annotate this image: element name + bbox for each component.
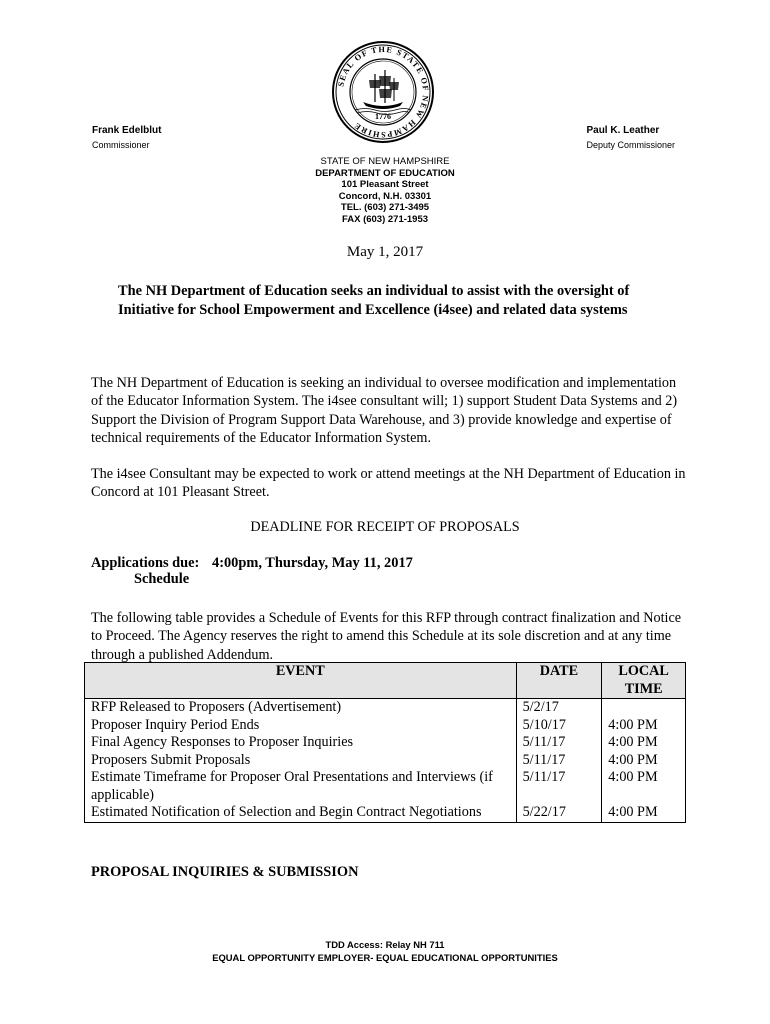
event-cell: Estimated Notification of Selection and Begin Contract Negotiations — [85, 804, 517, 822]
date-cell: 5/22/17 — [516, 804, 602, 822]
event-cell: Proposers Submit Proposals — [85, 752, 517, 770]
date-cell: 5/2/17 — [516, 699, 602, 717]
commissioner-block — [92, 124, 161, 152]
time-cell: 4:00 PM — [602, 769, 686, 804]
seal-year: 1776 — [375, 112, 391, 121]
address-state: STATE OF NEW HAMPSHIRE — [320, 156, 450, 167]
time-cell: 4:00 PM — [602, 717, 686, 735]
header-event: EVENT — [85, 663, 517, 699]
table-row — [85, 804, 686, 822]
time-cell: 4:00 PM — [602, 752, 686, 770]
deadline-title: DEADLINE FOR RECEIPT OF PROPOSALS — [250, 519, 520, 535]
document-heading: The NH Department of Education seeks an individual to assist with the oversight of Initiative for School Empowerment and Excellence (i4see) and related data systems — [118, 283, 630, 318]
schedule-of-events-table — [84, 662, 686, 823]
ship-icon — [355, 70, 411, 115]
address-street: 101 Pleasant Street — [341, 179, 429, 191]
event-cell: RFP Released to Proposers (Advertisement) — [85, 699, 517, 717]
date-cell: 5/11/17 — [516, 734, 602, 752]
body-paragraph-1: The NH Department of Education is seeking an individual to oversee modification and implementation of the Educator Information System. The i4see consultant will; 1) support Student Data Systems and 2) Support the Division of Program Support Data Warehouse, and 3) provide knowledge and expertise of technical requirements of the Educator Information System. — [91, 375, 678, 447]
time-cell: 4:00 PM — [602, 804, 686, 822]
event-cell: Final Agency Responses to Proposer Inquiries — [85, 734, 517, 752]
date-cell: 5/11/17 — [516, 769, 602, 804]
table-header-row — [85, 663, 686, 699]
deputy-commissioner-title: Deputy Commissioner — [586, 140, 675, 150]
body-paragraph-2: The i4see Consultant may be expected to work or attend meetings at the NH Department of Education in Concord at 101 Pleasant Street. — [91, 466, 686, 501]
letter-date: May 1, 2017 — [346, 244, 424, 260]
page-footer — [0, 939, 770, 964]
applications-due-value: 4:00pm, Thursday, May 11, 2017 — [212, 555, 413, 571]
body-paragraph-3: The following table provides a Schedule of Events for this RFP through contract finalization and Notice to Proceed. The Agency reserves the right to amend this Schedule at its sole discretion and at any time through a published Addendum. — [91, 610, 682, 663]
commissioner-title: Commissioner — [92, 140, 150, 150]
address-tel: TEL. (603) 271-3495 — [340, 202, 430, 214]
date-cell: 5/10/17 — [516, 717, 602, 735]
table-row — [85, 699, 686, 717]
event-cell: Proposer Inquiry Period Ends — [85, 717, 517, 735]
deputy-commissioner-name: Paul K. Leather — [586, 125, 660, 136]
section-heading-proposal-inquiries: PROPOSAL INQUIRIES & SUBMISSION — [91, 864, 359, 880]
commissioner-name: Frank Edelblut — [92, 125, 162, 136]
date-cell: 5/11/17 — [516, 752, 602, 770]
deputy-commissioner-block — [586, 124, 675, 152]
header-local-time: LOCAL TIME — [602, 663, 686, 699]
footer-tdd-access: TDD Access: Relay NH 711 — [325, 939, 445, 950]
time-cell — [602, 699, 686, 717]
table-row — [85, 769, 686, 804]
address-department: DEPARTMENT OF EDUCATION — [315, 167, 455, 179]
footer-equal-opportunity: EQUAL OPPORTUNITY EMPLOYER- EQUAL EDUCATIONAL OPPORTUNITIES — [212, 951, 558, 963]
schedule-label: Schedule — [134, 571, 190, 587]
header-date: DATE — [516, 663, 602, 699]
applications-due-label: Applications due: — [91, 555, 200, 571]
state-seal-graphic — [331, 40, 435, 144]
table-row — [85, 734, 686, 752]
table-row — [85, 717, 686, 735]
letterhead-address — [0, 156, 770, 226]
seal-ring-text: SEAL OF THE STATE OF NEW HAMPSHIRE — [336, 44, 431, 140]
table-row — [85, 752, 686, 770]
event-cell: Estimate Timeframe for Proposer Oral Presentations and Interviews (if applicable) — [85, 769, 517, 804]
applications-due — [91, 554, 413, 573]
state-seal-logo — [331, 40, 435, 144]
address-fax: FAX (603) 271-1953 — [341, 213, 429, 225]
time-cell: 4:00 PM — [602, 734, 686, 752]
address-city: Concord, N.H. 03301 — [338, 190, 432, 202]
